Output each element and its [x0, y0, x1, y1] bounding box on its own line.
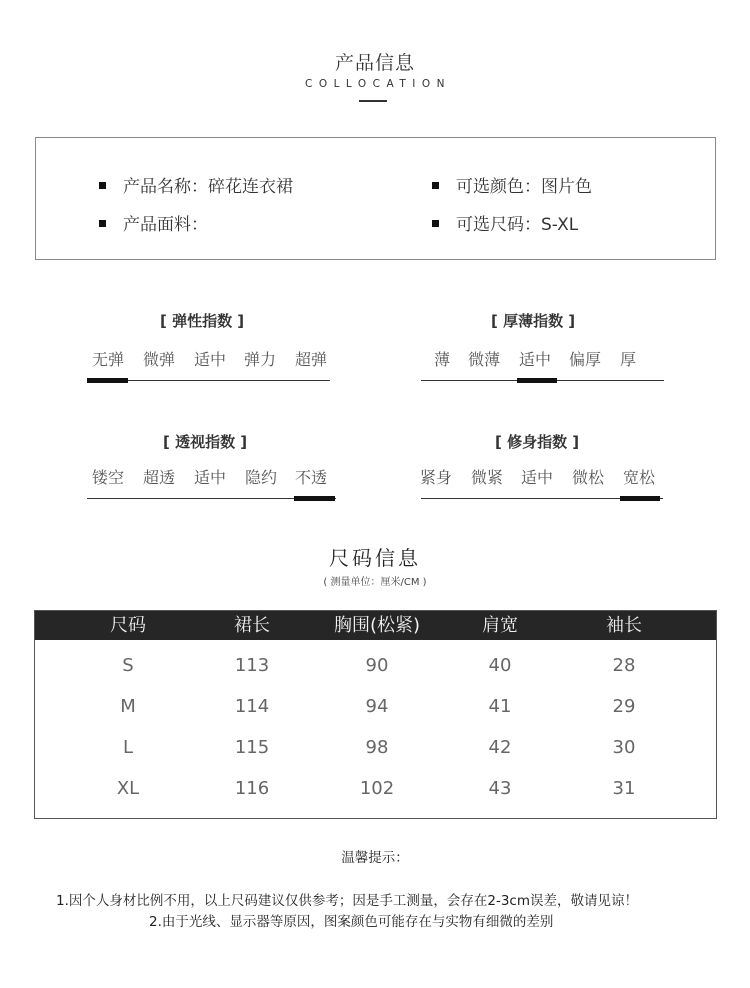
bullet-square-icon: [99, 220, 106, 227]
table-cell: 115: [234, 737, 270, 758]
thickness-selected-marker: [517, 378, 557, 383]
transparency-option: 适中: [194, 468, 227, 487]
column-header: 裙长: [234, 615, 270, 636]
elasticity-option: 超弹: [295, 350, 328, 369]
page-title: 产品信息: [334, 52, 415, 74]
product-name-item: [99, 172, 293, 197]
thickness-option: 薄: [434, 350, 451, 369]
elasticity-selected-marker: [87, 378, 128, 383]
table-cell: 102: [359, 778, 395, 799]
elasticity-option: 适中: [194, 350, 227, 369]
fit-selected-marker: [620, 496, 660, 501]
product-size-item: [432, 210, 578, 235]
fit-index-title: [ 修身指数 ]: [495, 433, 580, 451]
product-info-box: [35, 137, 716, 260]
thickness-option: 偏厚: [569, 350, 602, 369]
column-header: 肩宽: [482, 615, 518, 636]
table-cell: L: [122, 737, 134, 758]
size-unit-note: ( 测量单位：厘米/CM ): [323, 577, 427, 588]
table-cell: M: [120, 696, 136, 717]
title-divider: [359, 100, 387, 102]
fit-option: 适中: [521, 468, 554, 487]
table-cell: 28: [612, 655, 636, 676]
table-cell: 90: [365, 655, 389, 676]
table-cell: 29: [612, 696, 636, 717]
transparency-selected-marker: [294, 496, 335, 501]
size-table-header: [35, 611, 716, 640]
size-section-title: 尺码信息: [329, 546, 421, 570]
table-cell: 40: [488, 655, 512, 676]
column-header: 尺码: [110, 615, 146, 636]
product-size: 可选尺码：S-XL: [456, 215, 579, 235]
table-cell: S: [122, 655, 134, 676]
bullet-square-icon: [99, 182, 106, 189]
elasticity-index-title: [ 弹性指数 ]: [160, 312, 245, 330]
table-cell: 43: [488, 778, 512, 799]
thickness-option: 厚: [620, 350, 637, 369]
elasticity-option: 微弹: [143, 350, 176, 369]
product-color: 可选颜色：图片色: [456, 177, 592, 197]
product-name: 产品名称：碎花连衣裙: [123, 177, 293, 197]
product-fabric-item: [99, 210, 208, 235]
transparency-index-title: [ 透视指数 ]: [163, 433, 248, 451]
table-cell: 41: [488, 696, 512, 717]
transparency-option: 隐约: [245, 468, 278, 487]
table-cell: 98: [365, 737, 389, 758]
fit-option: 紧身: [420, 468, 453, 487]
thickness-option: 适中: [519, 350, 552, 369]
size-table: [34, 610, 717, 819]
page-subtitle: COLLOCATION: [304, 78, 451, 90]
table-cell: XL: [116, 778, 140, 799]
elasticity-option: 弹力: [244, 350, 277, 369]
fit-option: 宽松: [623, 468, 656, 487]
table-cell: 31: [612, 778, 636, 799]
table-cell: 30: [612, 737, 636, 758]
tip-line-1: 1.因个人身材比例不用，以上尺码建议仅供参考；因是手工测量，会存在2-3cm误差，敬请见谅！: [56, 893, 639, 909]
transparency-option: 镂空: [92, 468, 125, 487]
table-cell: 114: [234, 696, 270, 717]
column-header: 胸围(松紧): [333, 615, 421, 636]
table-cell: 113: [234, 655, 270, 676]
transparency-option: 超透: [143, 468, 176, 487]
column-header: 袖长: [606, 615, 642, 636]
table-cell: 42: [488, 737, 512, 758]
product-color-item: [432, 172, 592, 197]
product-fabric: 产品面料：: [123, 215, 208, 235]
bullet-square-icon: [432, 220, 439, 227]
elasticity-option: 无弹: [92, 350, 125, 369]
table-cell: 94: [365, 696, 389, 717]
table-cell: 116: [234, 778, 270, 799]
fit-option: 微紧: [471, 468, 504, 487]
tip-line-2: 2.由于光线、显示器等原因，图案颜色可能存在与实物有细微的差别: [149, 914, 554, 930]
thickness-index-title: [ 厚薄指数 ]: [491, 312, 576, 330]
tips-title: 温馨提示：: [341, 850, 409, 866]
bullet-square-icon: [432, 182, 439, 189]
transparency-option: 不透: [295, 468, 328, 487]
thickness-option: 微薄: [468, 350, 501, 369]
fit-option: 微松: [572, 468, 605, 487]
